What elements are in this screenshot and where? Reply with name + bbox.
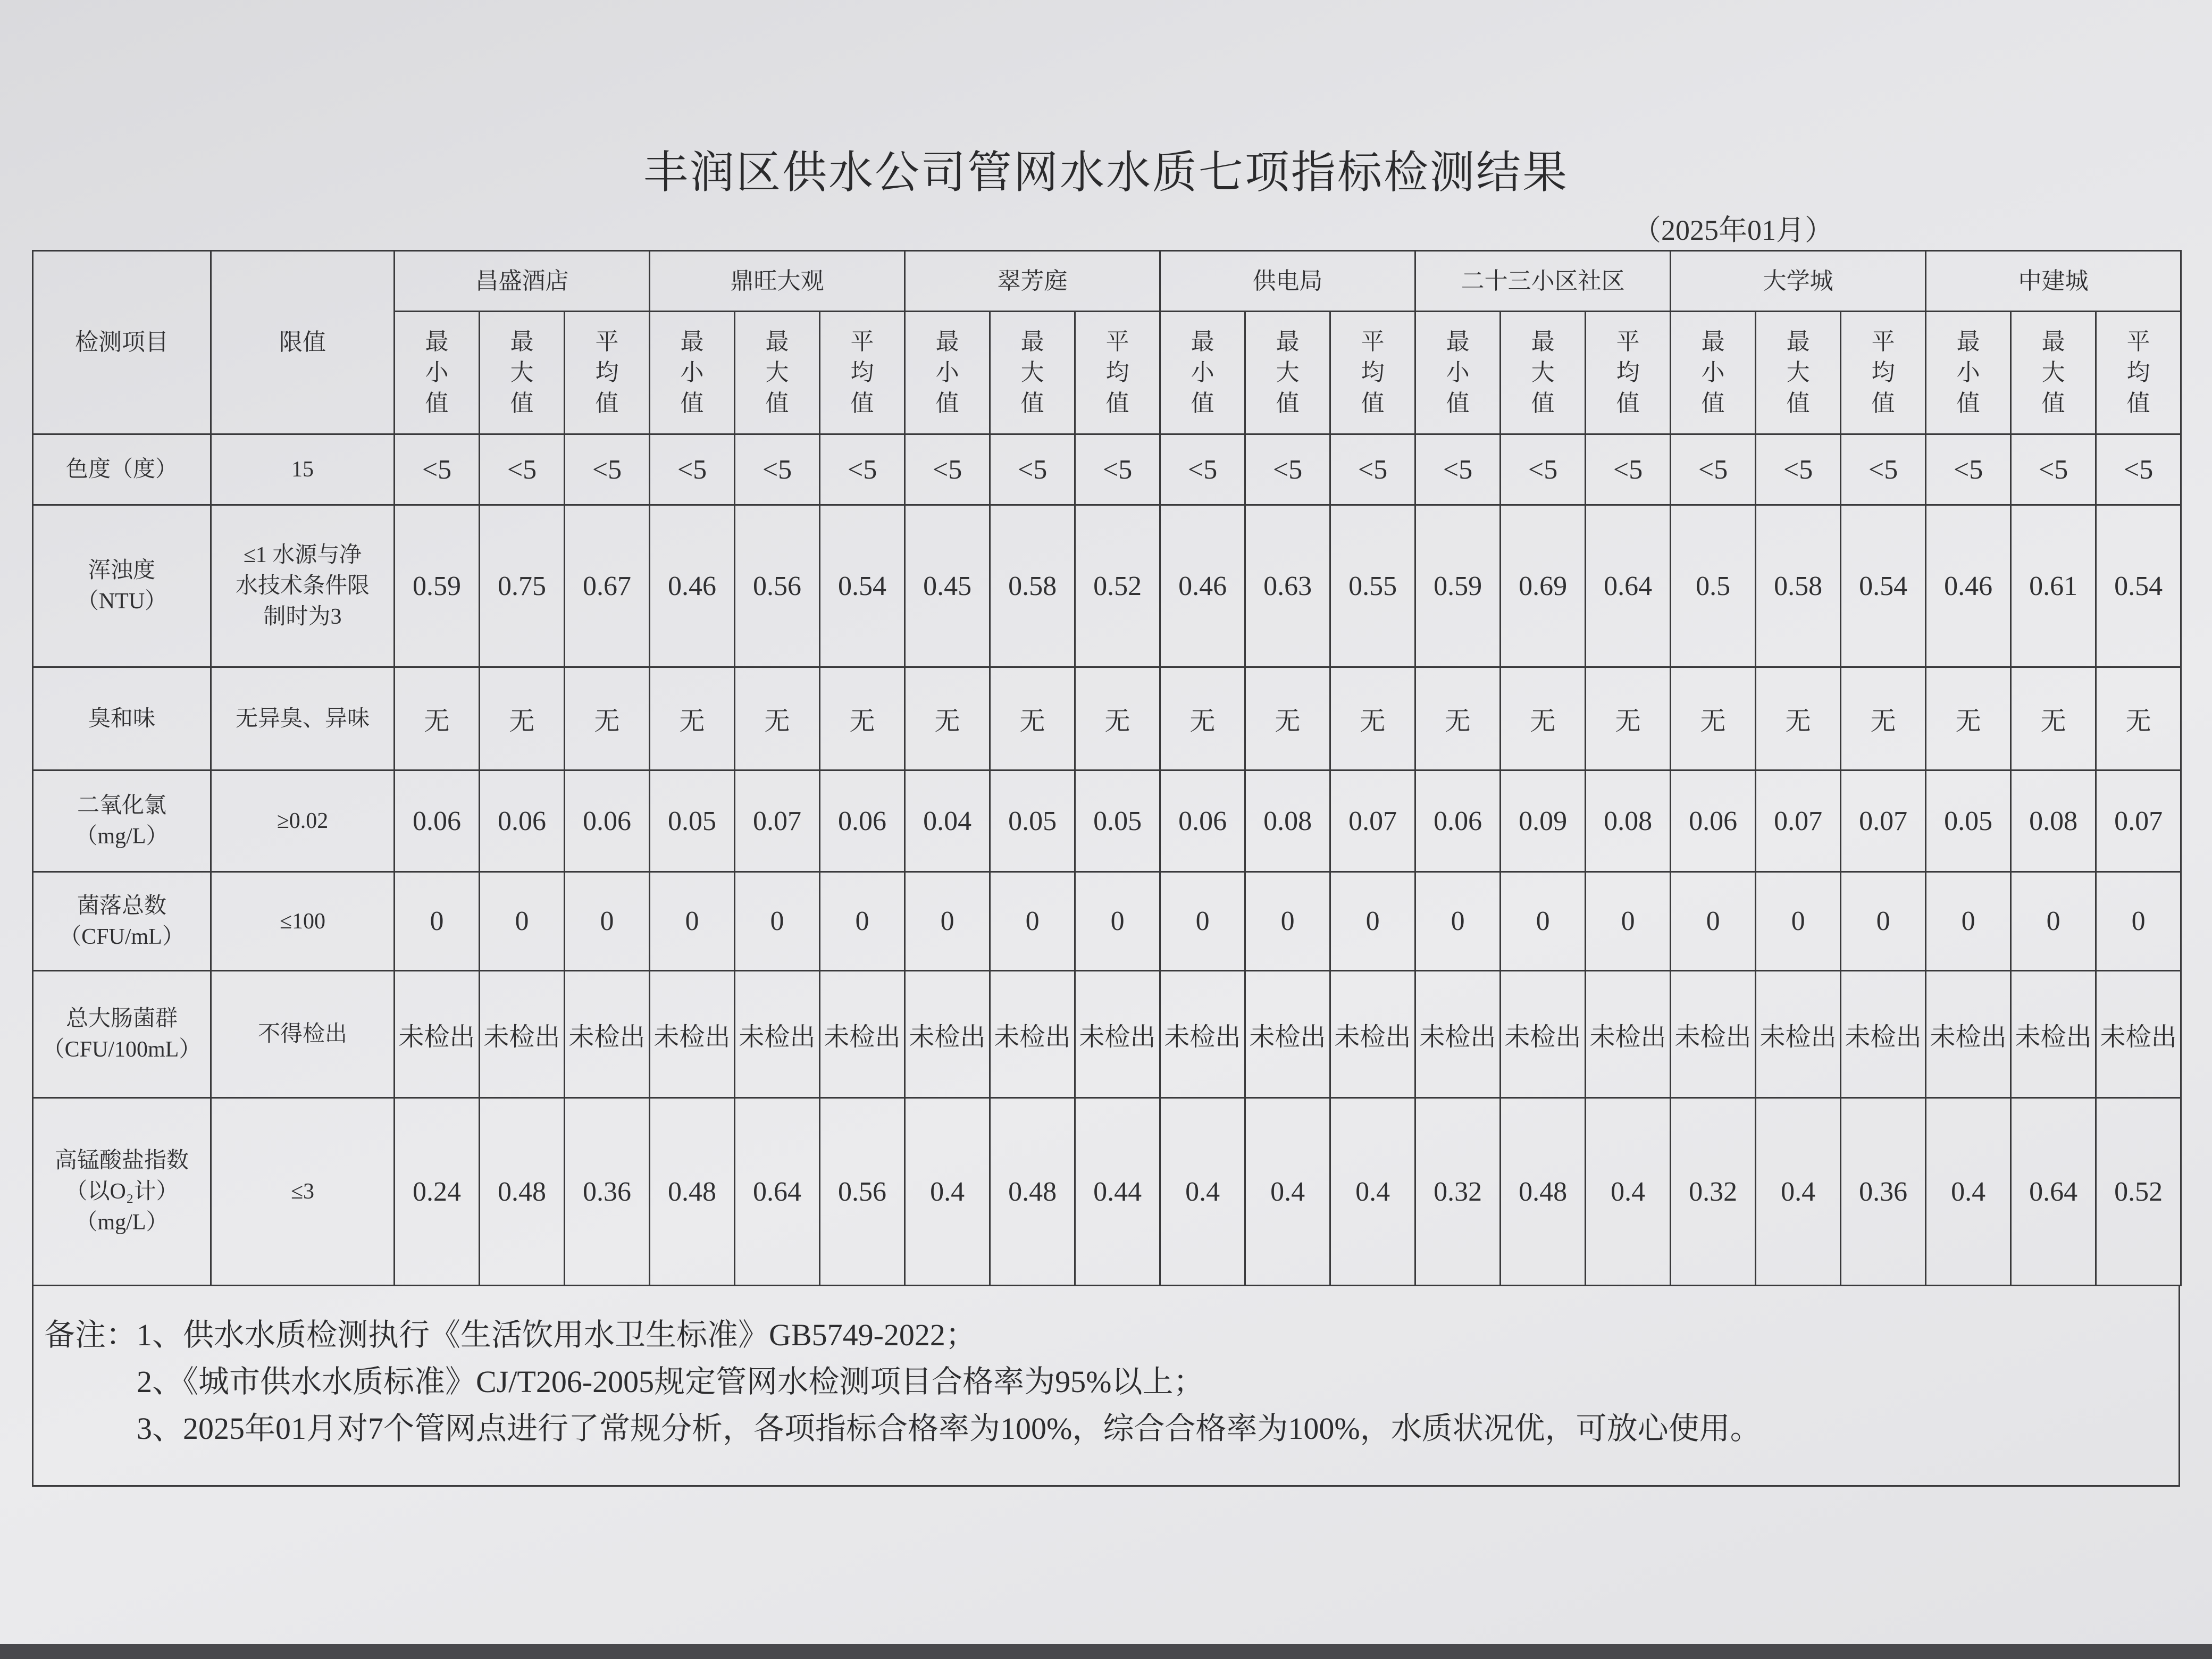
measurement-value: 0.56 [735,505,820,667]
measurement-value: 0.08 [1245,770,1330,872]
table-row [33,434,2181,505]
measurement-value: 未检出 [2096,971,2181,1098]
limit-value-line: 15 [291,457,314,482]
measurement-value: 0.06 [480,770,565,872]
stat-header-label: 最小值 [935,329,959,416]
site-header-row [33,251,2181,312]
measurement-value: 0.06 [820,770,905,872]
measurement-value: 无 [2011,667,2096,770]
measurement-value: 0.06 [565,770,650,872]
stat-header-cell [1160,312,1245,434]
measurement-value: <5 [1501,434,1586,505]
measurement-value: 未检出 [905,971,990,1098]
item-name-line: 总大肠菌群 [65,1007,178,1031]
item-name-line: （NTU） [76,589,167,614]
measurement-value: 0 [1330,872,1415,971]
stat-header-label: 最小值 [1701,329,1725,416]
measurement-value: 未检出 [565,971,650,1098]
measurement-value: 0.61 [2011,505,2096,667]
item-name-line: （mg/L） [75,824,169,849]
limit-value-line: 不得检出 [257,1022,347,1046]
measurement-value: 未检出 [1330,971,1415,1098]
table-row [33,770,2181,872]
measurement-value: 0.46 [1160,505,1245,667]
measurement-value: 未检出 [1586,971,1671,1098]
measurement-value: 0.05 [990,770,1075,872]
stat-header-label: 平均值 [2126,329,2150,416]
item-name-line: 色度（度） [65,457,178,482]
limit-value-line: 水技术条件限 [235,574,370,598]
measurement-value: 0 [1501,872,1586,971]
stat-header-cell [650,312,735,434]
stat-header-label: 最大值 [765,329,789,416]
measurement-value: 0.06 [1415,770,1501,872]
measurement-value: <5 [2096,434,2181,505]
measurement-value: 0.63 [1245,505,1330,667]
measurement-value: 0 [2011,872,2096,971]
measurement-value: 0.4 [1245,1098,1330,1286]
limit-header: 限值 [211,251,395,434]
limit-value-cell [211,434,395,505]
stat-header-cell [990,312,1075,434]
measurement-value: 0.05 [650,770,735,872]
stat-header-cell [1756,312,1841,434]
stat-header-label: 最大值 [510,329,534,416]
measurement-value: 0.64 [735,1098,820,1286]
measurement-value: 0.64 [2011,1098,2096,1286]
measurement-value: 0.4 [1756,1098,1841,1286]
measurement-value: 0.48 [1501,1098,1586,1286]
note-item: 3、2025年01月对7个管网点进行了常规分析，各项指标合格率为100%，综合合格率为100%，水质状况优，可放心使用。 [137,1411,1761,1446]
measurement-value: 0.58 [1756,505,1841,667]
limit-value-cell [211,872,395,971]
measurement-value: 0.05 [1075,770,1160,872]
notes-list [137,1312,1761,1452]
notes-box [32,1286,2180,1487]
item-name-cell [33,1098,211,1286]
measurement-value: 0.07 [2096,770,2181,872]
stat-header-label: 最大值 [2041,329,2065,416]
measurement-value: 0 [1756,872,1841,971]
measurement-value: <5 [2011,434,2096,505]
item-name-line: （mg/L） [75,1210,169,1235]
measurement-value: 0 [1586,872,1671,971]
measurement-value: 0.4 [1926,1098,2011,1286]
stat-header-label: 最大值 [1786,329,1810,416]
measurement-value: <5 [1330,434,1415,505]
measurement-value: <5 [905,434,990,505]
measurement-value: <5 [395,434,480,505]
table-row [33,872,2181,971]
measurement-value: <5 [480,434,565,505]
stat-header-label: 最小值 [1446,329,1470,416]
item-name-cell [33,434,211,505]
measurement-value: <5 [1075,434,1160,505]
document-title: 丰润区供水公司管网水水质七项指标检测结果 [643,146,1569,198]
site-header: 二十三小区社区 [1415,251,1671,312]
measurement-value: 未检出 [1160,971,1245,1098]
measurement-value: 未检出 [1756,971,1841,1098]
table-row [33,667,2181,770]
stat-header-cell [905,312,990,434]
measurement-value: 0.08 [1586,770,1671,872]
measurement-value: 0 [480,872,565,971]
stat-header-label: 平均值 [1871,329,1895,416]
measurement-value: 0.46 [1926,505,2011,667]
measurement-value: 0 [1415,872,1501,971]
measurement-value: 0 [905,872,990,971]
stat-header-cell [1245,312,1330,434]
note-item: 1、供水水质检测执行《生活饮用水卫生标准》GB5749-2022； [137,1318,976,1352]
measurement-value: 未检出 [820,971,905,1098]
measurement-value: 无 [735,667,820,770]
measurement-value: 0 [650,872,735,971]
item-name-cell [33,770,211,872]
stat-header-cell [735,312,820,434]
limit-value-line: ≤3 [290,1179,315,1204]
stat-header-cell [1586,312,1671,434]
measurement-value: 0 [1671,872,1756,971]
measurement-value: 0.07 [1841,770,1926,872]
item-name-cell [33,971,211,1098]
stat-header-cell [1075,312,1160,434]
measurement-value: <5 [1160,434,1245,505]
stat-header-cell [1330,312,1415,434]
stat-header-label: 平均值 [1361,329,1385,416]
measurement-value: 未检出 [1841,971,1926,1098]
stat-header-cell [565,312,650,434]
measurement-value: 0.04 [905,770,990,872]
measurement-value: 0.52 [2096,1098,2181,1286]
measurement-value: 无 [905,667,990,770]
stat-header-cell [1841,312,1926,434]
measurement-value: 未检出 [2011,971,2096,1098]
measurement-value: 0.59 [395,505,480,667]
item-name-line: （CFU/100mL） [42,1037,202,1062]
table-row [33,1098,2181,1286]
note-item: 2、《城市供水水质标准》CJ/T206-2005规定管网水检测项目合格率为95%以上； [137,1364,1204,1399]
measurement-value: 0 [1075,872,1160,971]
item-name-line: （以O₂计） [65,1179,179,1204]
limit-value-cell [211,1098,395,1286]
measurement-value: 无 [650,667,735,770]
measurement-value: 无 [1075,667,1160,770]
measurement-value: <5 [1926,434,2011,505]
measurement-value: 0.52 [1075,505,1160,667]
limit-value-line: 制时为3 [263,605,342,629]
measurement-value: 0 [1160,872,1245,971]
measurement-value: 未检出 [1926,971,2011,1098]
measurement-value: 0.32 [1671,1098,1756,1286]
limit-value-line: ≥0.02 [276,809,329,833]
measurement-value: 0.67 [565,505,650,667]
stat-header-label: 最大值 [1020,329,1044,416]
item-header: 检测项目 [33,251,211,434]
site-header: 大学城 [1671,251,1926,312]
stat-header-label: 最大值 [1276,329,1300,416]
measurement-value: 0.08 [2011,770,2096,872]
measurement-value: 无 [1671,667,1756,770]
measurement-value: 未检出 [1415,971,1501,1098]
stat-header-label: 最小值 [425,329,449,416]
measurement-value: 无 [1501,667,1586,770]
stat-header-cell [395,312,480,434]
measurement-value: 0.64 [1586,505,1671,667]
measurement-value: 0 [565,872,650,971]
limit-value-cell [211,667,395,770]
measurement-value: 未检出 [735,971,820,1098]
measurement-value: 0.54 [2096,505,2181,667]
measurement-value: 0.48 [650,1098,735,1286]
measurement-value: <5 [1245,434,1330,505]
item-name-line: （CFU/mL） [59,924,185,949]
stat-header-label: 最大值 [1531,329,1555,416]
item-name-cell [33,872,211,971]
stat-header-cell [1671,312,1756,434]
measurement-value: 0.44 [1075,1098,1160,1286]
measurement-value: 0.06 [1671,770,1756,872]
desk-edge [0,1644,2212,1659]
site-header: 翠芳庭 [905,251,1160,312]
measurement-value: 0.46 [650,505,735,667]
measurement-value: 无 [1756,667,1841,770]
stat-header-label: 平均值 [850,329,874,416]
measurement-value: 0.4 [1160,1098,1245,1286]
measurement-value: 0 [2096,872,2181,971]
stat-header-cell [1415,312,1501,434]
measurement-value: 无 [2096,667,2181,770]
measurement-value: 0.07 [1330,770,1415,872]
item-name-line: 臭和味 [88,706,155,731]
measurement-value: 0.32 [1415,1098,1501,1286]
item-name-line: 二氧化氯 [77,793,166,818]
stat-header-cell [2096,312,2181,434]
notes-label: 备注： [44,1318,137,1352]
measurement-value: 0.07 [1756,770,1841,872]
measurement-value: <5 [1841,434,1926,505]
measurement-value: <5 [990,434,1075,505]
stat-header-cell [820,312,905,434]
measurement-value: 无 [820,667,905,770]
measurement-value: 0.07 [735,770,820,872]
measurement-value: 0.4 [1586,1098,1671,1286]
measurement-value: 0.56 [820,1098,905,1286]
measurement-value: 0.69 [1501,505,1586,667]
limit-value-cell [211,505,395,667]
stat-header-label: 最小值 [680,329,704,416]
measurement-value: 未检出 [1075,971,1160,1098]
measurement-value: 无 [395,667,480,770]
measurement-value: 无 [565,667,650,770]
stat-header-cell [2011,312,2096,434]
measurement-value: 未检出 [650,971,735,1098]
stat-header-cell [1926,312,2011,434]
measurement-value: 0.5 [1671,505,1756,667]
measurement-value: 无 [990,667,1075,770]
measurement-value: 0 [820,872,905,971]
stat-header-label: 最小值 [1191,329,1214,416]
measurement-value: 0.06 [395,770,480,872]
limit-value-line: ≤1 水源与净 [243,543,362,567]
site-header: 中建城 [1926,251,2181,312]
measurement-value: <5 [1586,434,1671,505]
table-row [33,505,2181,667]
measurement-value: 无 [1841,667,1926,770]
stat-header-label: 平均值 [1105,329,1129,416]
measurement-value: 0.4 [905,1098,990,1286]
measurement-value: 未检出 [1671,971,1756,1098]
measurement-value: 未检出 [1501,971,1586,1098]
measurement-value: 0.75 [480,505,565,667]
measurement-value: 0 [1245,872,1330,971]
limit-value-line: 无异臭、异味 [235,706,370,731]
measurement-value: <5 [820,434,905,505]
measurement-value: 0.36 [1841,1098,1926,1286]
measurement-value: <5 [650,434,735,505]
results-table [32,250,2182,1286]
measurement-value: 无 [1330,667,1415,770]
item-name-cell [33,667,211,770]
stat-header-label: 最小值 [1956,329,1980,416]
results-body [33,434,2181,1286]
measurement-value: 0 [990,872,1075,971]
limit-value-line: ≤100 [279,909,326,934]
measurement-value: 0.48 [990,1098,1075,1286]
results-sheet [32,250,2180,1487]
site-header: 昌盛酒店 [395,251,650,312]
measurement-value: 0.36 [565,1098,650,1286]
measurement-value: 0.06 [1160,770,1245,872]
measurement-value: 0.54 [1841,505,1926,667]
measurement-value: 0 [735,872,820,971]
measurement-value: 0.54 [820,505,905,667]
measurement-value: 0.24 [395,1098,480,1286]
item-name-cell [33,505,211,667]
measurement-value: <5 [1671,434,1756,505]
measurement-value: 0.58 [990,505,1075,667]
site-header: 鼎旺大观 [650,251,905,312]
measurement-value: 0.59 [1415,505,1501,667]
measurement-value: 无 [1926,667,2011,770]
measurement-value: 无 [480,667,565,770]
measurement-value: <5 [1756,434,1841,505]
measurement-value: 未检出 [990,971,1075,1098]
report-period: （2025年01月） [1632,214,1833,246]
measurement-value: 0 [1841,872,1926,971]
measurement-value: 0.55 [1330,505,1415,667]
measurement-value: 0.05 [1926,770,2011,872]
measurement-value: 0.09 [1501,770,1586,872]
stat-header-cell [480,312,565,434]
measurement-value: 无 [1415,667,1501,770]
measurement-value: 无 [1160,667,1245,770]
item-name-line: 菌落总数 [77,893,166,918]
measurement-value: 0 [395,872,480,971]
measurement-value: <5 [1415,434,1501,505]
measurement-value: 0 [1926,872,2011,971]
site-header: 供电局 [1160,251,1415,312]
item-name-line: 高锰酸盐指数 [54,1149,189,1173]
table-row [33,971,2181,1098]
measurement-value: 未检出 [395,971,480,1098]
measurement-value: 0.4 [1330,1098,1415,1286]
measurement-value: 0.48 [480,1098,565,1286]
measurement-value: <5 [565,434,650,505]
measurement-value: 未检出 [480,971,565,1098]
measurement-value: 无 [1245,667,1330,770]
limit-value-cell [211,971,395,1098]
measurement-value: 未检出 [1245,971,1330,1098]
stat-header-cell [1501,312,1586,434]
limit-value-cell [211,770,395,872]
stat-header-label: 平均值 [1616,329,1640,416]
item-name-line: 浑浊度 [88,558,155,583]
stat-header-label: 平均值 [595,329,619,416]
measurement-value: 无 [1586,667,1671,770]
measurement-value: 0.45 [905,505,990,667]
measurement-value: <5 [735,434,820,505]
